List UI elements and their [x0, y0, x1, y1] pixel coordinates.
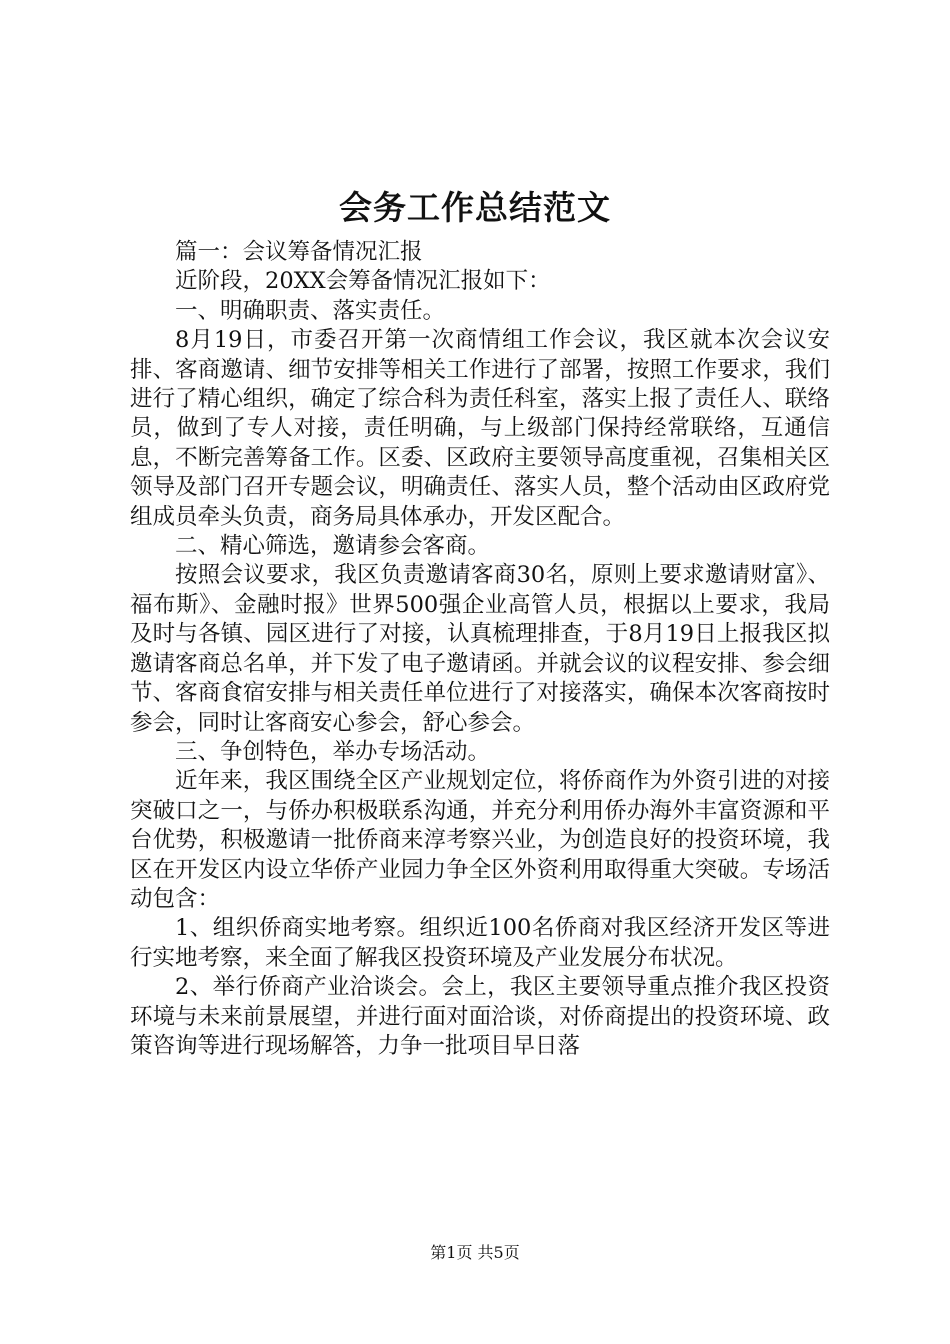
paragraph-intro: 近阶段，20XX会筹备情况汇报如下： — [175, 268, 551, 295]
paragraph-item-1: 1、组织侨商实地考察。组织近100名侨商对我区经济开发区等进行实地考察，来全面了解我区投资环境及产业发展分布状况。 — [130, 915, 830, 971]
paragraph-heading-1: 一、明确职责、落实责任。 — [175, 297, 446, 324]
paragraph-heading-3: 三、争创特色，举办专场活动。 — [175, 738, 491, 765]
paragraph-body-2: 按照会议要求，我区负责邀请客商30名，原则上要求邀请财富》、福布斯》、金融时报》世界500强企业高管人员，根据以上要求，我局及时与各镇、园区进行了对接，认真梳理排查，于8月19日上报我区拟邀请客商总名单，并下发了电子邀请函。并就会议的议程安排、参会细节、客商食宿安排与相关责任单位进行了对接落实，确保本次客商按时参会，同时让客商安心参会，舒心参会。 — [130, 562, 830, 736]
paragraph-body-3: 近年来，我区围绕全区产业规划定位，将侨商作为外资引进的对接突破口之一，与侨办积极联系沟通，并充分利用侨办海外丰富资源和平台优势，积极邀请一批侨商来淳考察兴业，为创造良好的投资环境，我区在开发区内设立华侨产业园力争全区外资利用取得重大突破。专场活动包含： — [130, 768, 830, 912]
paragraph-heading-2: 二、精心筛选，邀请参会客商。 — [175, 533, 491, 560]
paragraph-item-2: 2、举行侨商产业洽谈会。会上，我区主要领导重点推介我区投资环境与未来前景展望，并进行面对面洽谈，对侨商提出的投资环境、政策咨询等进行现场解答，力争一批项目早日落 — [130, 974, 830, 1059]
document-title: 会务工作总结范文 — [339, 188, 611, 227]
paragraph-section-heading: 篇一：会议筹备情况汇报 — [175, 239, 423, 265]
paragraph-body-1: 8月19日，市委召开第一次商情组工作会议，我区就本次会议安排、客商邀请、细节安排等相关工作进行了部署，按照工作要求，我们进行了精心组织，确定了综合科为责任科室，落实上报了责任人、联络员，做到了专人对接，责任明确，与上级部门保持经常联络，互通信息，不断完善筹备工作。区委、区政府主要领导高度重视，召集相关区领导及部门召开专题会议，明确责任、落实人员，整个活动由区政府党组成员牵头负责，商务局具体承办，开发区配合。 — [130, 327, 830, 530]
page-number-footer: 第1页 共5页 — [430, 1243, 520, 1262]
document-body — [130, 238, 830, 1061]
